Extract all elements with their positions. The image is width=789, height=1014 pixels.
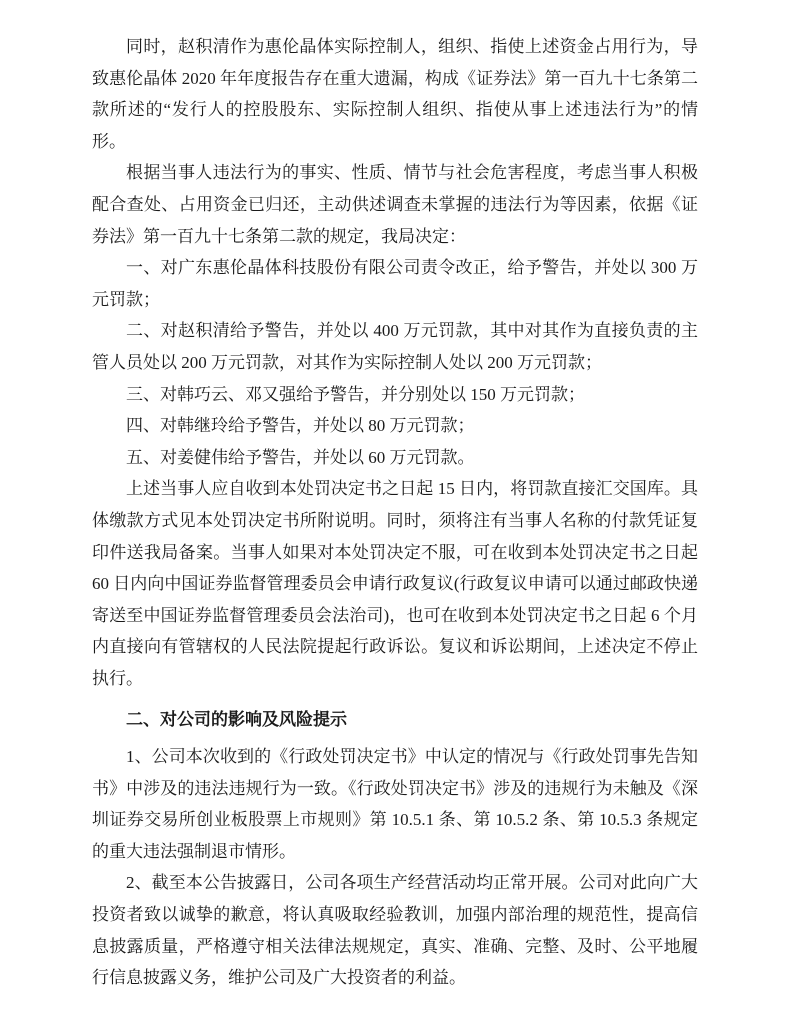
para-penalty-basis: 根据当事人违法行为的事实、性质、情节与社会危害程度，考虑当事人积极配合查处、占用资金已归还，主动供述调查未掌握的违法行为等因素，依据《证券法》第一百九十七条第二款的规定，我局决定： xyxy=(92,163,698,246)
section-heading-impact: 二、对公司的影响及风险提示 xyxy=(126,710,347,730)
para-impact-2: 2、截至本公告披露日，公司各项生产经营活动均正常开展。公司对此向广大投资者致以诚挚的歉意，将认真吸取经验教训，加强内部治理的规范性，提高信息披露质量，严格遵守相关法律法规规定，真实、准确、完整、及时、公平地履行信息披露义务，维护公司及广大投资者的利益。 xyxy=(92,873,698,988)
para-penalty-context: 同时，赵积清作为惠伦晶体实际控制人，组织、指使上述资金占用行为，导致惠伦晶体 2020 年年度报告存在重大遗漏，构成《证券法》第一百九十七条第二款所述的“发行人的控股股东、实际控制人组织、指使从事上述违法行为”的情形。 xyxy=(92,37,698,151)
penalty-item-4: 四、对韩继玲给予警告，并处以 80 万元罚款； xyxy=(126,416,475,436)
para-payment-appeal: 上述当事人应自收到本处罚决定书之日起 15 日内，将罚款直接汇交国库。具体缴款方式见本处罚决定书所附说明。同时，须将注有当事人名称的付款凭证复印件送我局备案。当事人如果对本处罚决定不服，可在收到本处罚决定书之日起 60 日内向中国证券监督管理委员会申请行政复议(行政复议申请可以通过邮政快递寄送至中国证券监督管理委员会法治司)，也可在收到本处罚决定书之日起 6 个月内直接向有管辖权的人民法院提起行政诉讼。复议和诉讼期间，上述决定不停止执行。 xyxy=(92,479,698,688)
para-impact-1: 1、公司本次收到的《行政处罚决定书》中认定的情况与《行政处罚事先告知书》中涉及的违法违规行为一致。《行政处罚决定书》涉及的违规行为未触及《深圳证券交易所创业板股票上市规则》第 10.5.1 条、第 10.5.2 条、第 10.5.3 条规定的重大违法强制退市情形。 xyxy=(92,747,698,861)
penalty-item-2: 二、对赵积清给予警告，并处以 400 万元罚款，其中对其作为直接负责的主管人员处以 200 万元罚款，对其作为实际控制人处以 200 万元罚款； xyxy=(92,321,698,372)
penalty-item-3: 三、对韩巧云、邓又强给予警告，并分别处以 150 万元罚款； xyxy=(126,384,585,404)
penalty-item-1: 一、对广东惠伦晶体科技股份有限公司责令改正，给予警告，并处以 300 万元罚款； xyxy=(92,258,698,309)
penalty-item-5: 五、对姜健伟给予警告，并处以 60 万元罚款。 xyxy=(126,447,475,467)
